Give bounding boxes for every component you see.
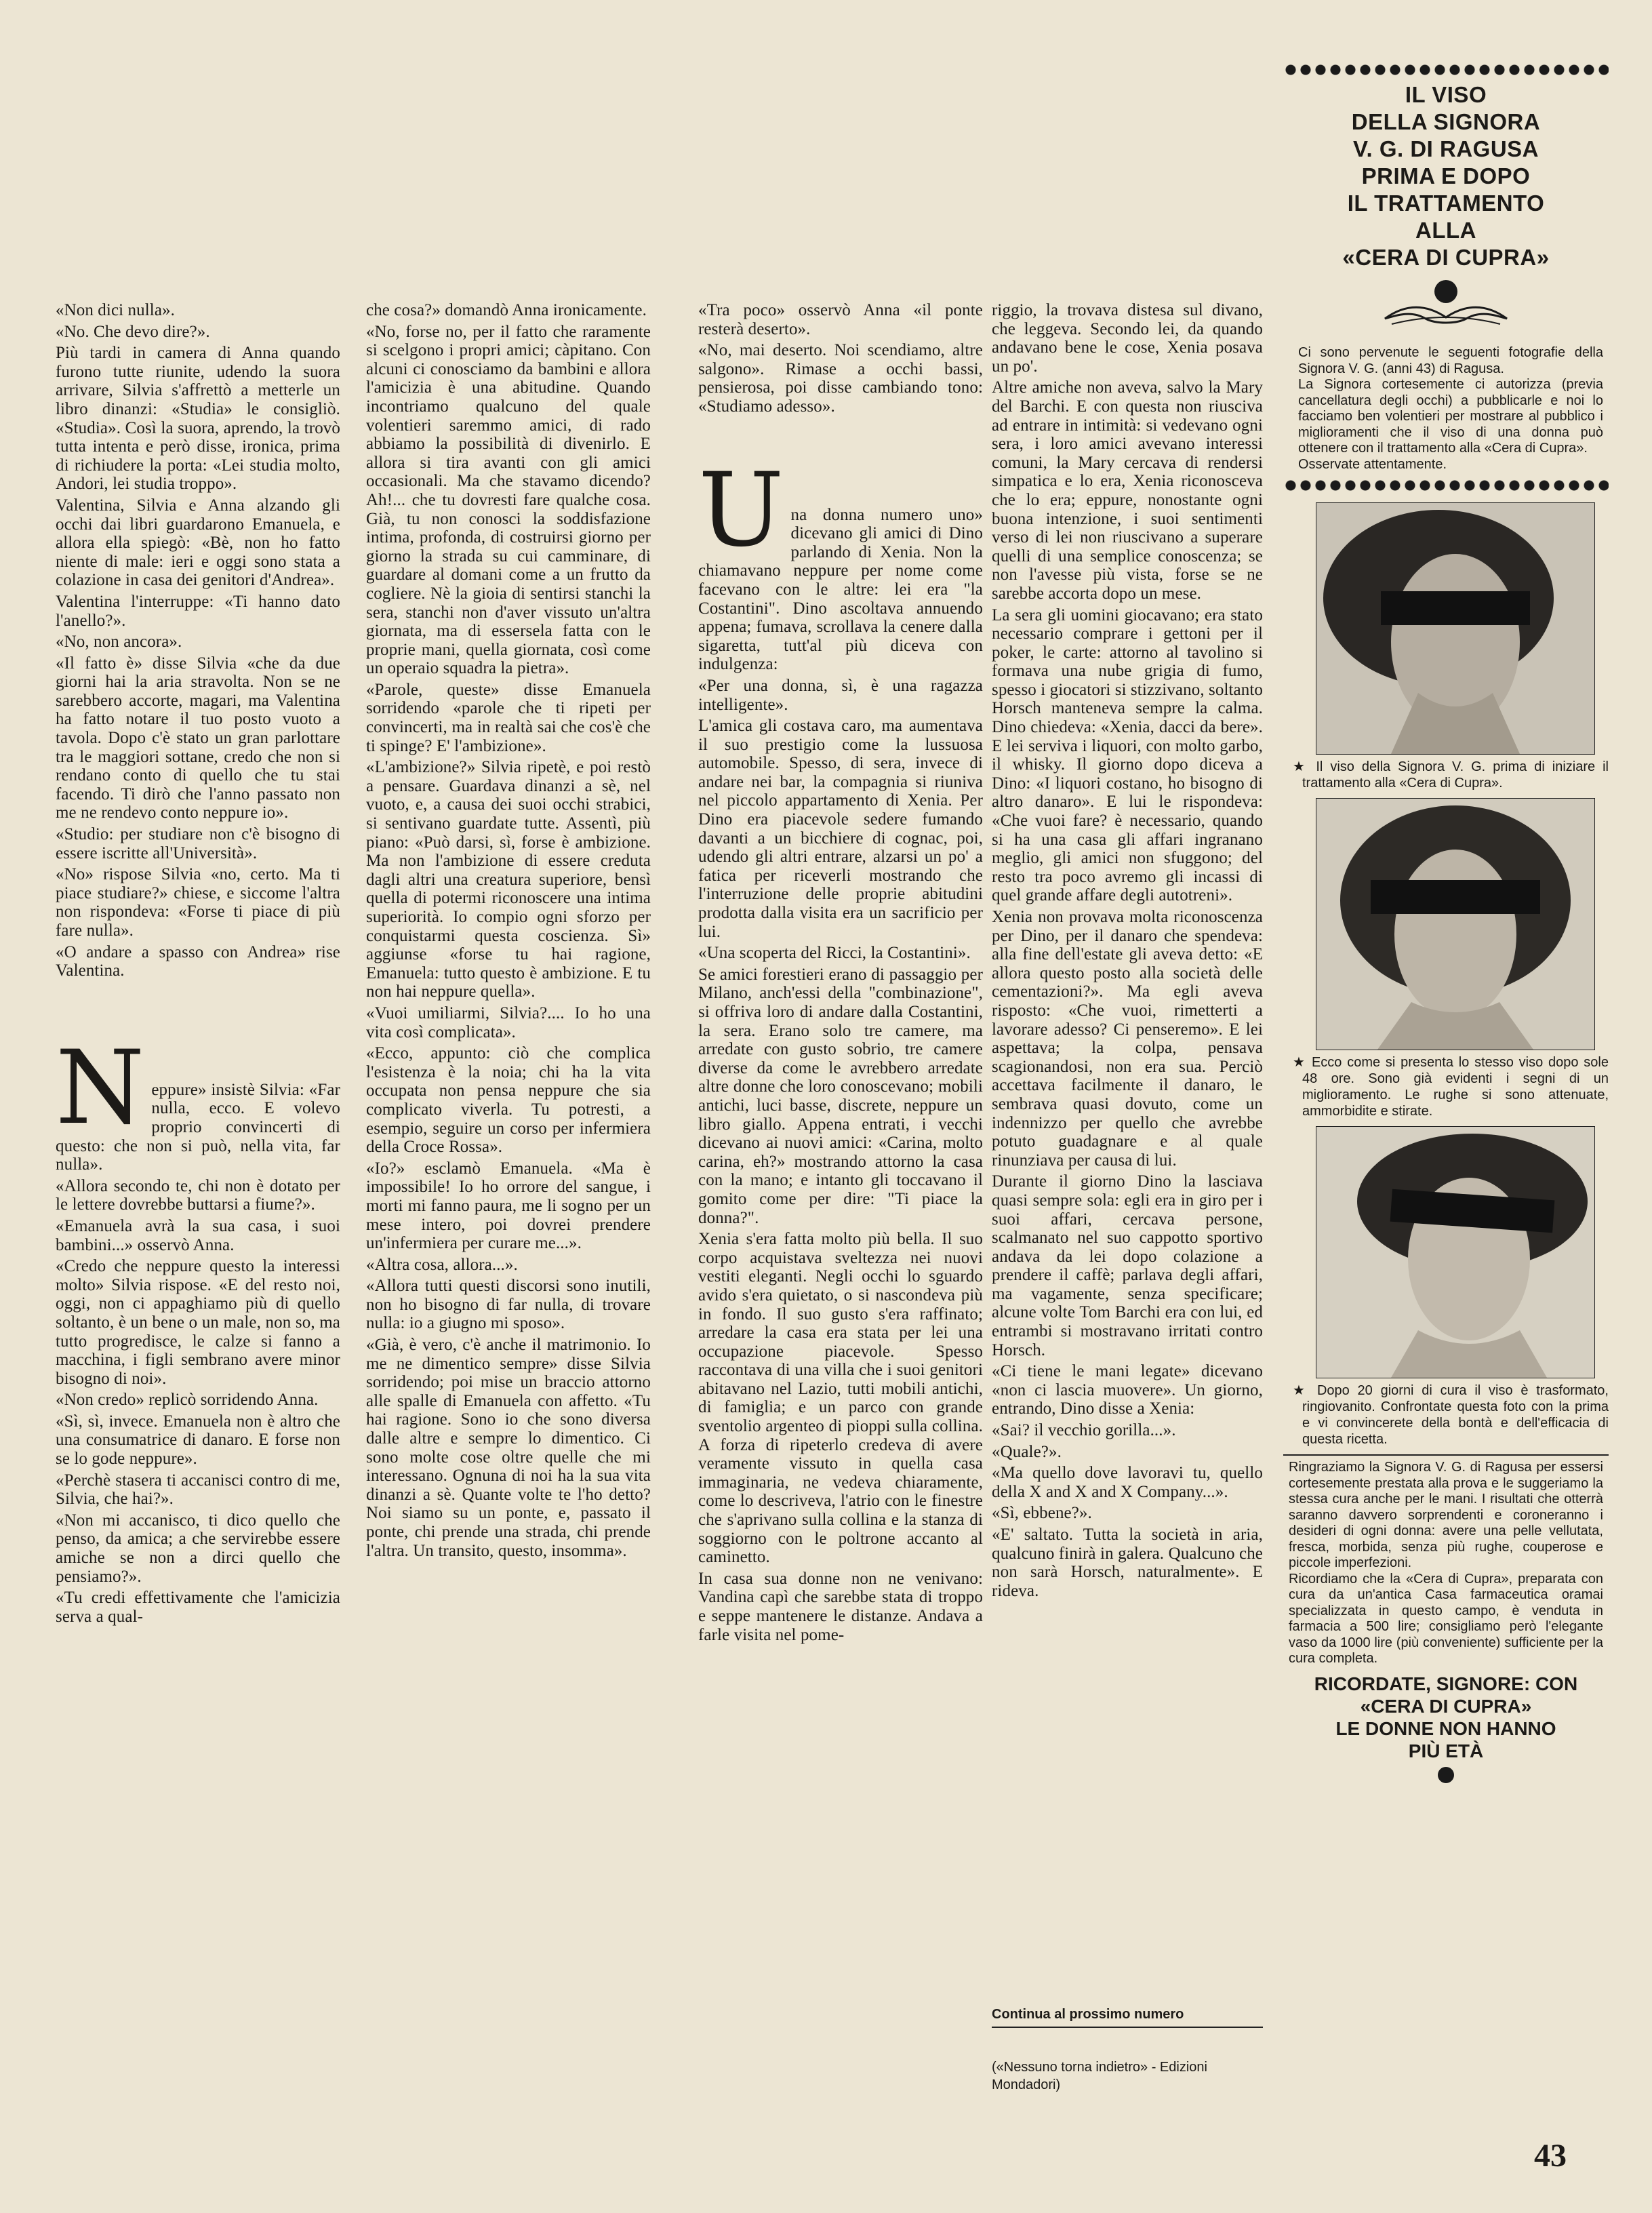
photo-caption-after: ★ Dopo 20 giorni di cura il viso è trasformato, ringiovanito. Confrontate questa foto con la prima e vi convincerete della bontà e dell'efficacia di questa ricetta. [1293,1383,1609,1447]
advert-title: IL VISO DELLA SIGNORA V. G. DI RAGUSA PRIMA E DOPO IL TRATTAMENTO ALLA «CERA DI CUPRA» [1342,82,1550,270]
paragraph: «Già, è vero, c'è anche il matrimonio. Io me ne dimentico sempre» disse Silvia sorridendo; poi mise un braccio attorno alle spalle di Emanuela con affetto. «Tu hai ragione. Sono io che sono diversa dalle altre e sempre lo dimentico. Ci sono molte cose oltre quelle che mi interessano. Ognuna di noi ha la sua vita dinanzi a sè. Quante volte te l'ho detto? Noi siamo su un ponte, e, passato il ponte, chi prende una strada, chi prende l'altra. Un transito, questo, insomma». [366,1336,651,1560]
bullet-dot-icon [1283,1765,1609,1789]
text-column-3 [698,301,983,1647]
divider [1283,1454,1609,1456]
paragraph: «Tu credi effettivamente che l'amicizia serva a qual- [56,1589,340,1626]
paragraph: «Io?» esclamò Emanuela. «Ma è impossibile! Io ho orrore del sangue, i morti mi fanno paura, me li sogno per un mese intero, poi dovrei prendere un'infermiera per curare me...». [366,1159,651,1253]
portrait-photo-before [1316,502,1595,755]
advert-intro-3: Osservate attentamente. [1298,456,1447,472]
paragraph: Più tardi in camera di Anna quando furono tutte riunite, udendo la suora arrivare, Silvia s'affrettò a metterle un libro dinanzi: «Studia» le consigliò. «Studia». Così la suora, aprendo, la trovò tutta intenta e però disse, ironica, prima di richiudere la porta: «Lei studia molto, Andori, lei studia troppo». [56,344,340,494]
paragraph: «Ecco, appunto: ciò che complica l'esistenza è la noia; chi ha la vita occupata non pensa neppure che sia complicato viverla. Tu potresti, a esempio, seguire un corso per infermiera della Croce Rossa». [366,1044,651,1157]
paragraph: L'amica gli costava caro, ma aumentava il suo prestigio come la lussuosa automobile. Spesso, di sera, invece di andare nei bar, la compagnia si riuniva nel piccolo appartamento di Xenia. Per Dino era piacevole sedere fumando davanti a un bicchiere di cognac, poi, udendo gli altri entrare, alzarsi un po' a fatica per riceverli mostrando che l'interruzione delle proprie abitudini prodotta dalla visita era un sacrificio per lui. [698,717,983,941]
paragraph: «Non dici nulla». [56,301,175,319]
photo-caption-48h: ★ Ecco come si presenta lo stesso viso dopo sole 48 ore. Sono già evidenti i segni di un miglioramento. Le rughe si sono attenuate, ammorbidite e stirate. [1293,1055,1609,1119]
text-column-1 [56,301,340,1629]
paragraph: «Quale?». [992,1442,1062,1461]
paragraph: «Parole, queste» disse Emanuela sorridendo «parole che ti ripeti per convincerti, ma in realtà sai che cos'è che ti spinge? E' l'ambizione». [366,680,651,755]
paragraph: «Vuoi umiliarmi, Silvia?.... Io ho una vita così complicata». [366,1003,651,1041]
page-number: 43 [1534,2138,1567,2174]
paragraph: Altre amiche non aveva, salvo la Mary del Barchi. E con questa non riusciva ad entrare in intimità: si vedevano ogni sera, i loro amici avevano interessi comuni, la Mary cercava di rendersi simpatica e lo era, Xenia riconosceva che lo era; eppure, nonostante ogni buona intenzione, i suoi sentimenti verso di lei non riuscivano a superare quelli di una semplice conoscenza; se non l'avesse più vista, forse se ne sarebbe accorta dopo un mese. [992,378,1263,603]
paragraph: «Allora tutti questi discorsi sono inutili, non ho bisogno di far nulla, di trovare nulla: io a giugno mi sposo». [366,1277,651,1333]
paragraph: «E' saltato. Tutta la società in aria, qualcuno finirà in galera. Qualcuno che non sarà Horsch, naturalmente». E rideva. [992,1526,1263,1600]
paragraph: La sera gli uomini giocavano; era stato necessario comprare i gettoni per il poker, le carte: attorno al tavolino si formava una nube grigia di fumo, spesso i giocatori si stizzivano, soltanto Horsch manteneva sempre la calma. Dino chiedeva: «Xenia, dacci da bere». E lei serviva i liquori, con molto garbo, il whisky. Il giorno dopo diceva a Dino: «I liquori costano, ho bisogno di altro danaro». E lui le rispondeva: «Che vuoi fare? è necessario, quando si ha una casa gli affari ingranano meglio, gli amici non sfuggono; del resto tra poco avremo gli incassi di quel grande affare degli autotreni». [992,605,1263,905]
paragraph: Valentina, Silvia e Anna alzando gli occhi dai libri guardarono Emanuela, e allora ella spiegò: «Bè, non ho fatto niente di male: ieri e oggi sono stata a colazione in casa dei genitori d'Andrea». [56,496,340,590]
bead-border-mid [1283,478,1609,493]
photo-caption-before: ★ Il viso della Signora V. G. prima di iniziare il trattamento alla «Cera di Cupra». [1293,759,1609,791]
paragraph: «No. Che devo dire?». [56,322,210,341]
paragraph: «Perchè stasera ti accanisci contro di me, Silvia, che hai?». [56,1471,340,1509]
drop-cap: U [698,451,784,570]
paragraph: «Allora secondo te, chi non è dotato per le lettere dovrebbe buttarsi a fiume?». [56,1176,340,1214]
paragraph: Se amici forestieri erano di passaggio per Milano, anch'essi della "combinazione", si offriva loro di andare dalla Costantini, la sera. Erano solo tre camere, ma arredate con gusto sobrio, tre camere diverse da come le avrebbero arredate altre donne che loro conoscevano; mobili antichi, luci basse, discrete, neppure un libro giallo. Appena entrati, i vecchi dicevano ai nuovi amici: «Carina, molto carina, eh?» mostrando attorno la casa con la mano; e intanto gli toccavano il gomito come per dire: "Ti piace la donna?". [698,965,983,1227]
paragraph: «Una scoperta del Ricci, la Costantini». [698,944,971,963]
advert-intro: Ci sono pervenute le seguenti fotografie della Signora V. G. (anni 43) di Ragusa. [1298,345,1603,376]
bead-border-top [1283,62,1609,77]
paragraph: «Sì, sì, invece. Emanuela non è altro che una consumatrice di danaro. E forse non se lo gode neppure». [56,1412,340,1469]
portrait-photo-after [1316,1126,1595,1378]
paragraph: «Il fatto è» disse Silvia «che da due giorni hai la aria stravolta. Non se ne sarebbero accorte, magari, ma Valentina ha fatto notare il tuo posto vuoto a tavola. Dopo c'è stato un gran parlottare tra le maggiori sottane, credo che non si rendano conto di quello che tu stai facendo. Ti dirò che l'anno passato non me ne rendevo conto neppure io». [56,654,340,822]
advert-slogan: RICORDATE, SIGNORE: CON «CERA DI CUPRA» LE DONNE NON HANNO PIÙ ETÀ [1314,1673,1578,1761]
paragraph: Xenia non provava molta riconoscenza per Dino, per il danaro che spendeva: alla fine dell'estate gli aveva detto: «E allora questo posto alla società delle cementazioni?». Ma egli aveva risposto: «Che vuoi, rimetterti a lavorare adesso? Ci penseremo». E lei aspettava; la colpa, pensava scagionandosi, non era sua. Perciò accettava facilmente il danaro, le sembrava quasi dovuto, come un indennizzo per quello che avrebbe potuto guadagnare e al quale rinunziava per causa di lui. [992,908,1263,1170]
paragraph: «Non credo» replicò sorridendo Anna. [56,1391,319,1410]
paragraph: «Ma quello dove lavoravi tu, quello della X and X and X Company...». [992,1464,1263,1501]
text-column-2 [366,301,651,1563]
ornament-flourish-icon [1283,277,1609,341]
paragraph: «Tra poco» osservò Anna «il ponte resterà deserto». [698,301,983,338]
section-break [56,1029,340,1174]
advert-thanks: Ringraziamo la Signora V. G. di Ragusa per essersi cortesemente prestata alla prova e le suggeriamo la stessa cura anche per le mani. I risultati che otterrà saranno davvero sorprendenti e coroneranno i desideri di ogni donna: avere una pelle vellutata, fresca, morbida, senza più rughe, couperose e piccole imperfezioni. [1289,1460,1603,1570]
portrait-photo-48h [1316,798,1595,1050]
paragraph: na donna numero uno» dicevano gli amici di Dino parlando di Xenia. Non la chiamavano neppure per nome come facevano con le altre: lei era "la Costantini". Dino ascoltava annuendo appena; fumava, scrollava la cenere dalla sigaretta, tutt'al più diceva con indulgenza: [698,505,983,674]
paragraph: «Altra cosa, allora...». [366,1255,518,1274]
paragraph: eppure» insistè Silvia: «Far nulla, ecco. E volevo proprio convincerti di questo: che non si può, nella vita, far nulla». [56,1080,340,1174]
paragraph: «No, mai deserto. Noi scendiamo, altre salgono». Rimase a occhi bassi, pensierosa, poi disse cambiando tono: «Studiamo adesso». [698,341,983,416]
paragraph: «Studio: per studiare non c'è bisogno di essere iscritte all'Università». [56,825,340,862]
paragraph: «Sai? il vecchio gorilla...». [992,1421,1176,1440]
paragraph: «No» rispose Silvia «no, certo. Ma ti piace studiare?» chiese, e siccome l'altra non rispondeva: «Forse ti piace di più fare nulla». [56,865,340,940]
paragraph: «Per una donna, sì, è una ragazza intelligente». [698,676,983,714]
paragraph: riggio, la trovava distesa sul divano, che leggeva. Secondo lei, da quando andavano bene le cose, Xenia posava un po'. [992,301,1263,376]
source-credit: («Nessuno torna indietro» - Edizioni Mondadori) [992,2060,1207,2092]
paragraph: «L'ambizione?» Silvia ripetè, e poi restò a pensare. Guardava dinanzi a sè, nel vuoto, e, a causa dei suoi occhi strabici, si sentivano guardate tutte. Assentì, più piano: «Può darsi, sì, forse è ambizione. Ma non l'ambizione di essere creduta dagli altri una creatura superiore, bensì quella di potermi riconoscere una intima superiorità. Io compio ogni sforzo per conquistarmi questa coscienza. Sì» aggiunse «forse tu hai ragione, Emanuela: tutto questo è ambizione. E tu non hai neppure quella». [366,758,651,1001]
drop-cap: N [56,1029,145,1147]
advert-remind: Ricordiamo che la «Cera di Cupra», preparata con cura da un'antica Casa farmaceutica oramai specializzata in questo campo, è venduta in farmacia a 500 lire; consigliamo però l'elegante vaso da 1000 lire (più conveniente) sufficiente per la cura completa. [1289,1571,1603,1666]
text-column-4 [992,301,1263,1603]
paragraph: «O andare a spasso con Andrea» rise Valentina. [56,942,340,980]
paragraph: «Emanuela avrà la sua casa, i suoi bambini...» osservò Anna. [56,1216,340,1254]
advert-sidebar [1283,62,1609,1789]
paragraph: Valentina l'interruppe: «Ti hanno dato l'anello?». [56,592,340,630]
paragraph: Durante il giorno Dino la lasciava quasi sempre sola: egli era in giro per i suoi affari, cercava persone, scalmanato nel suo cappotto sportivo andava da lei dopo colazione a prendere il caffè; parlava degli affari, ma vagamente, senza specificare; alcune volte Tom Barchi era con lui, ed entrambi si mostravano irritati contro Horsch. [992,1172,1263,1359]
continued-note: Continua al prossimo numero [992,2007,1263,2028]
paragraph: che cosa?» domandò Anna ironicamente. [366,301,647,319]
paragraph: «No, non ancora». [56,633,182,652]
paragraph: «Sì, ebbene?». [992,1504,1092,1523]
paragraph: «Credo che neppure questo la interessi molto» Silvia rispose. «E del resto noi, oggi, non ci appaghiamo più di quello soltanto, è un bene o un male, non so, ma tutto progredisce, le calze si fanno a macchina, i figli sembrano avere minor bisogno di noi». [56,1257,340,1388]
paragraph: «Non mi accanisco, ti dico quello che penso, da amica; a che servirebbe essere amiche se non a dirci quello che pensiamo?». [56,1511,340,1586]
paragraph: «No, forse no, per il fatto che raramente si scelgono i propri amici; càpitano. Con alcuni ci conosciamo da bambini e allora l'amicizia è una abitudine. Quando incontriamo qualcuno del quale volentieri saremmo amici, di rado abbiamo la possibilità di divenirlo. E allora si tira avanti con gli amici occasionali. Ma che stavamo dicendo? Ah!... che tu dovresti fare qualche cosa. Già, tu non conosci la soddisfazione intima, profonda, di costruirsi giorno per giorno la strada su cui camminare, di guardare al domani come a un frutto da cogliere. Nè la gioia di sentirsi stanchi la sera, stanchi non d'aver vissuto un'altra giornata, ma di essersela fatta con le proprie mani, quella giornata, così come un operaio squadra la pietra». [366,322,651,678]
paragraph: Xenia s'era fatta molto più bella. Il suo corpo acquistava sveltezza nei nuovi vestiti eleganti. Negli occhi lo sguardo avido s'era quietato, o si nascondeva più in fondo. Il suo gusto s'era raffinato; arredare la casa era stata per lei una occupazione piacevole. Spesso raccontava di una villa che i suoi genitori abitavano nel Lazio, tutti mobili antichi, di famiglia; e un parco con grande sventolio argenteo di pioppi sulla collina. A forza di ripeterlo credeva di avere veramente vissuto in quella casa immaginaria, ne vedeva chiaramente, come lo descriveva, l'atrio con le finestre che s'aprivano sulla collina e la stanza di soggiorno con le poltrone accanto al caminetto. [698,1230,983,1567]
paragraph: In casa sua donne non ne venivano: Vandina capì che sarebbe stata di troppo e seppe mantenere le distanze. Andava a farle visita nel pome- [698,1569,983,1644]
section-break [698,451,983,674]
paragraph: «Ci tiene le mani legate» dicevano «non ci lascia muovere». Un giorno, entrando, Dino disse a Xenia: [992,1362,1263,1418]
advert-intro-2: La Signora cortesemente ci autorizza (previa cancellatura degli occhi) a pubblicarle e noi lo facciamo ben volentieri per mostrare al pubblico i miglioramenti che il viso di una donna può ottenere con il trattamento alla «Cera di Cupra». [1298,377,1603,456]
